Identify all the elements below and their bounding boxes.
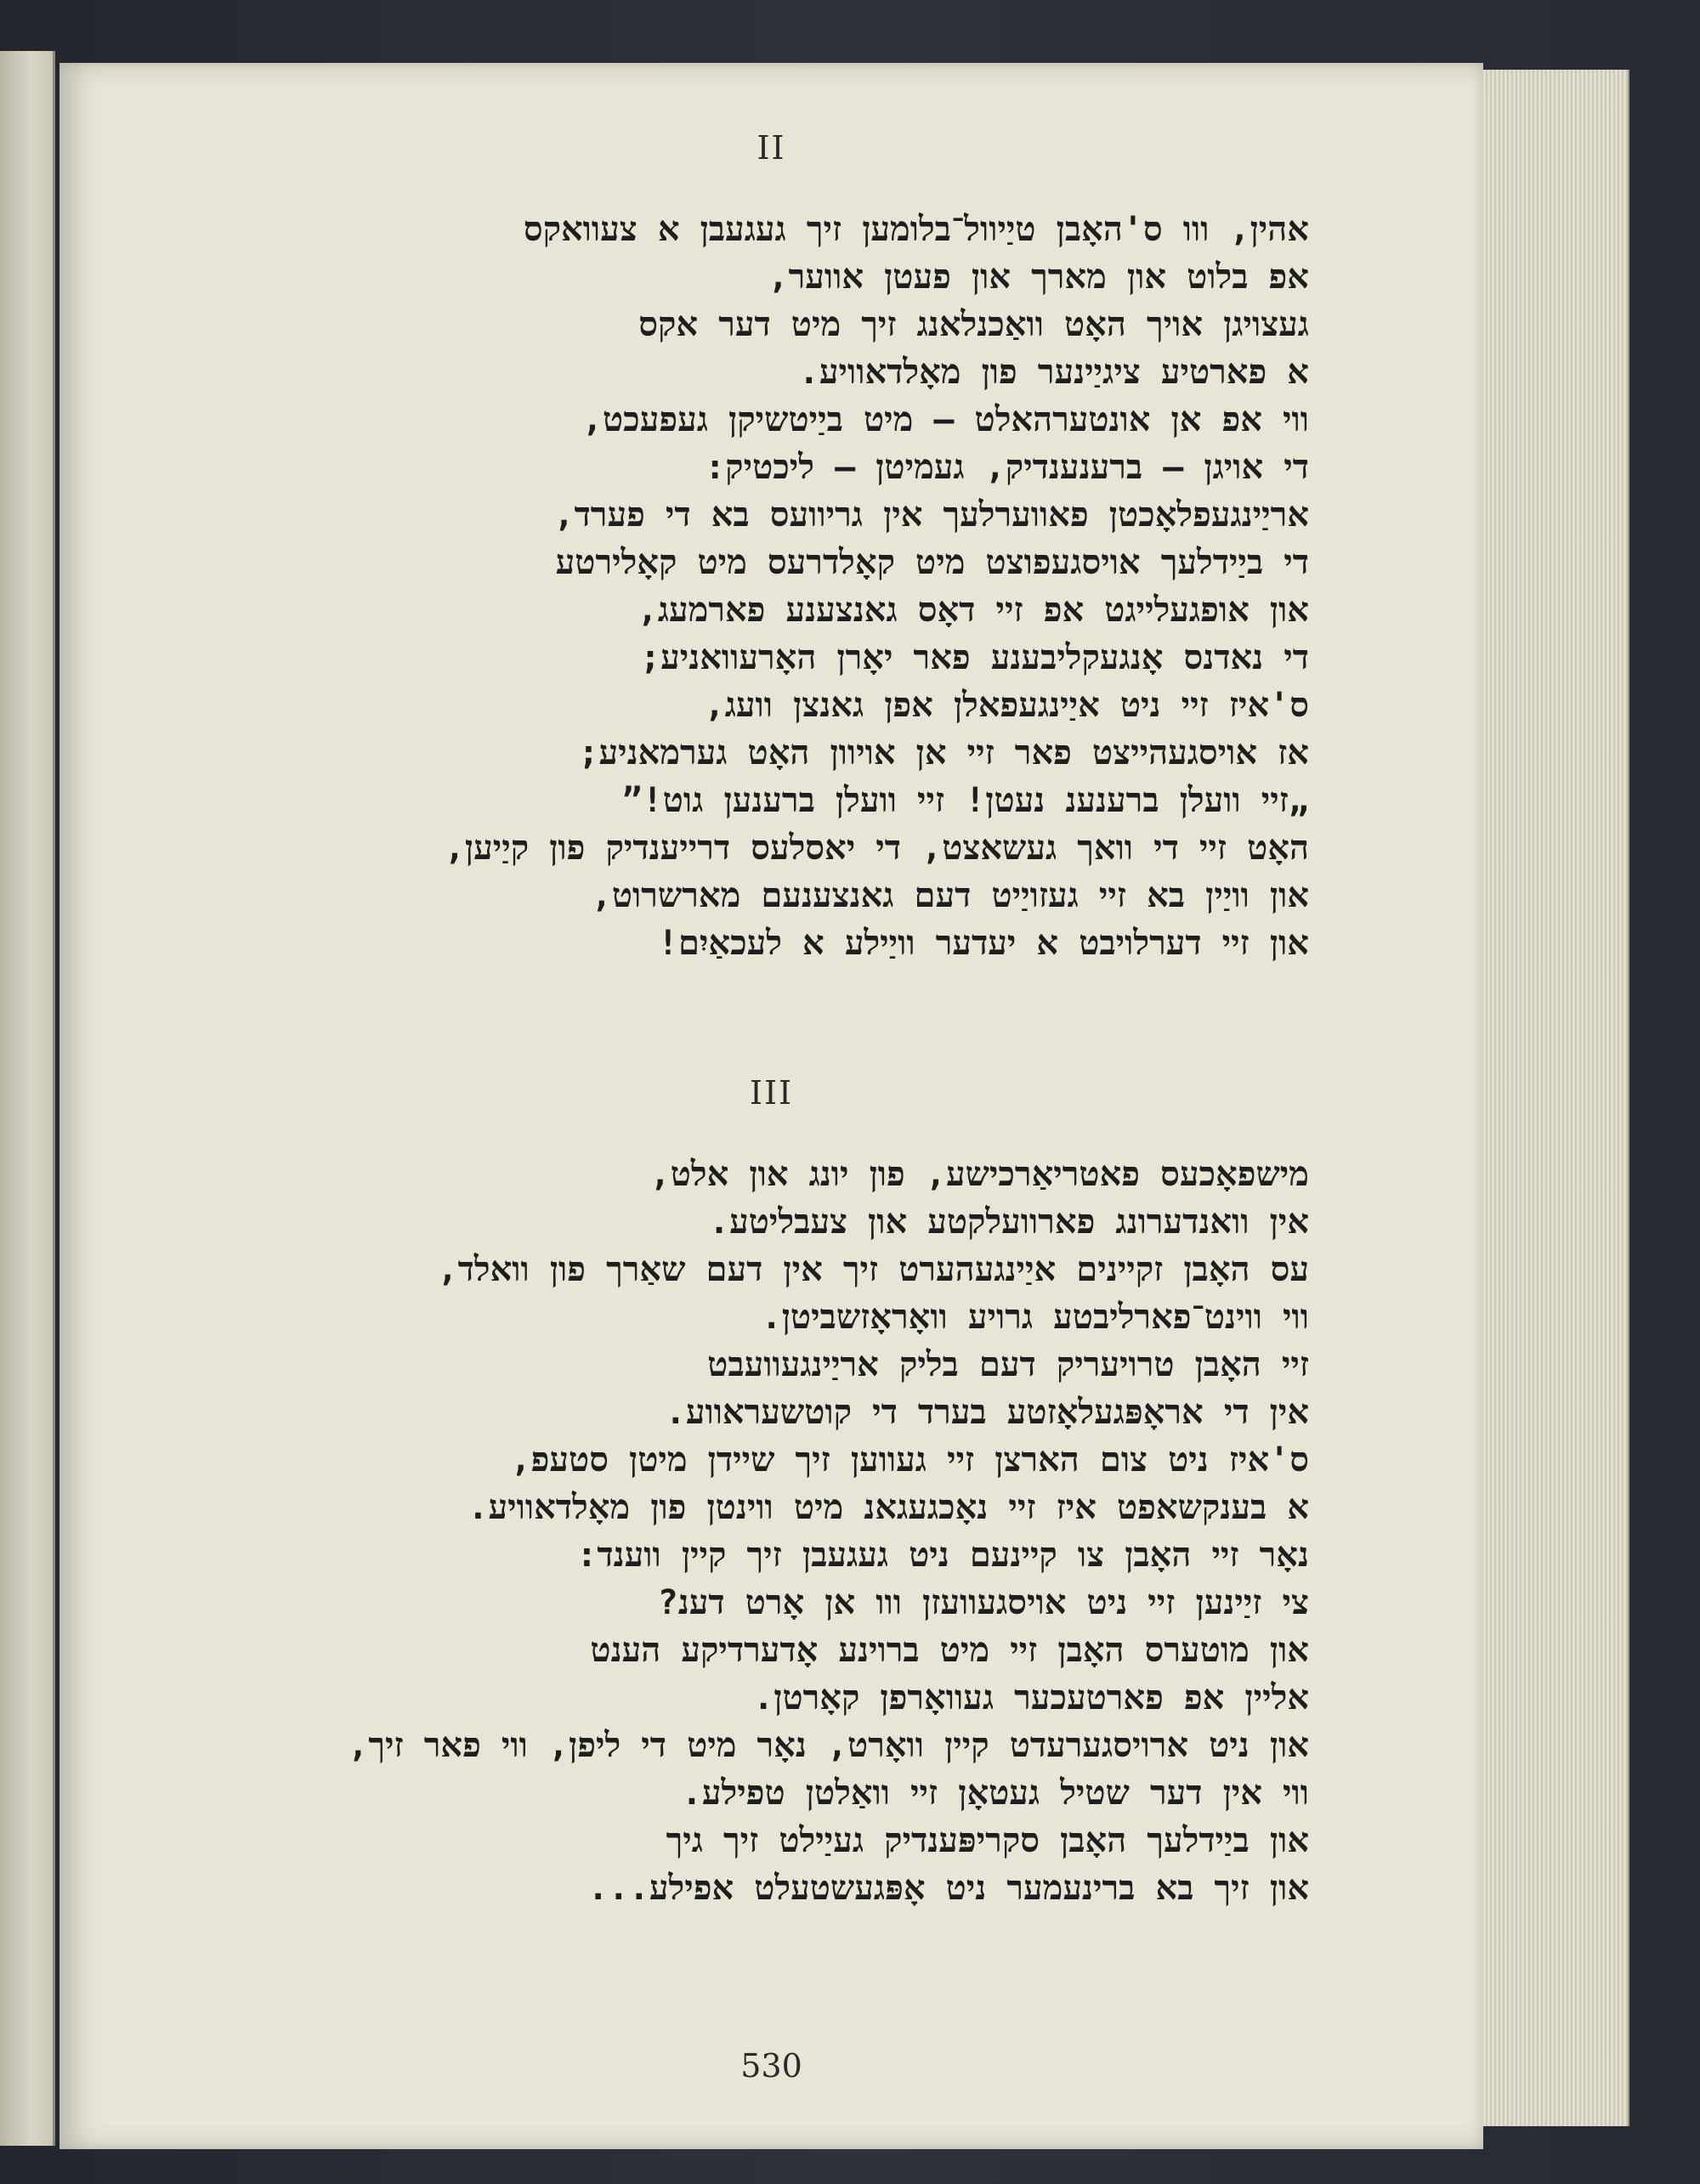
- poem-line: ס'איז ניט צום הארצן זיי געווען זיך שיידן מיטן סטעפ,: [510, 1440, 1309, 1480]
- poem-line: ווי ווינט־פארליבטע גרויע וואָראָזשביטן.: [761, 1298, 1309, 1337]
- poem-line: זיי האָבן טרויעריק דעם בליק אריַינגעוועבט: [707, 1345, 1309, 1384]
- poem-line: און ניט ארויסגערעדט קיין וואָרט, נאָר מיט די ליפן, ווי פאר זיך,: [348, 1726, 1309, 1765]
- poem-line: אהין, ווו ס'האָבן טיַיוול־בלומען זיך געגעבן א צעוואקס: [523, 210, 1309, 249]
- poem-line: אליין אפ פארטעכער געוואָרפן קאָרטן.: [753, 1678, 1309, 1717]
- poem-line: „זיי וועלן ברענענ נעטן! זיי וועלן ברענען גוט!”: [621, 781, 1309, 820]
- poem-line: מישפאָכעס פאטריאַרכישע, פון יונג און אלט,: [649, 1155, 1309, 1194]
- left-page-edge: [0, 51, 55, 2146]
- poem-line: און וויַין בא זיי געזויַיט דעם גאנצענעם מארשרוט,: [591, 876, 1309, 915]
- poem-line: האָט זיי די וואך געשאצט, די יאסלעס דרייענדיק פון קיַיען,: [444, 829, 1309, 868]
- poem-line: אריַינגעפלאָכטן פאווערלעך אין גריוועס בא די פערד,: [553, 495, 1309, 535]
- poem-section-2: [187, 206, 1309, 967]
- poem-line: אפ בלוט און מארך און פעטן אווער,: [768, 257, 1309, 297]
- page-number: 530: [740, 2047, 802, 2085]
- poem-line: א בענקשאפט איז זיי נאָכגעגאנ מיט ווינטן פון מאָלדאוויע.: [468, 1488, 1309, 1527]
- poem-line: און מוטערס האָבן זיי מיט ברוינע אָדערדיקע הענט: [590, 1631, 1309, 1670]
- poem-line: און זיי דערלויבט א יעדער וויַילע א לעכאַיִם!: [657, 924, 1309, 963]
- poem-line: די נאדנס אָנגעקליבענע פאר יאָרן האָרעוואניע;: [640, 638, 1309, 677]
- poem-line: די ביַידלעך אויסגעפוצט מיט קאָלדרעס מיט קאָלירטע: [555, 543, 1309, 582]
- page-edges: [1483, 70, 1629, 2126]
- poem-line: און זיך בא ברינעמער ניט אָפּגעשטעלט אפילע...: [587, 1869, 1309, 1908]
- poem-line: אז אויסגעהייצט פאר זיי אן אויוון האָט גערמאניע;: [578, 733, 1309, 772]
- poem-line: און ביַידלעך האָבן סקריפּענדיק געיַילט זיך גיך: [666, 1821, 1309, 1860]
- poem-line: די אויגן — ברענענדיק, געמיטן — ליכטיק:: [705, 448, 1309, 487]
- poem-line: ווי אין דער שטיל געטאָן זיי וואַלטן טפילע.: [681, 1774, 1309, 1813]
- poem-line: אין וואנדערונג פארוועלקטע און צעבליטע.: [709, 1202, 1309, 1242]
- section-number-2: II: [756, 129, 786, 167]
- book-page: [60, 63, 1483, 2149]
- poem-section-3: [187, 1151, 1309, 1912]
- poem-line: צי זיַינען זיי ניט אויסגעוועזן ווו אן אָרט דענ?: [657, 1583, 1309, 1622]
- poem-line: נאָר זיי האָבן צו קיינעם ניט געגעבן זיך קיין ווענד:: [576, 1536, 1309, 1575]
- poem-line: געצויגן אויך האָט וואַכנלאנג זיך מיט דער אקס: [638, 305, 1309, 344]
- poem-line: ס'איז זיי ניט איַינגעפאלן אפן גאנצן וועג,: [704, 686, 1309, 725]
- section-number-3: III: [749, 1074, 794, 1112]
- poem-line: אין די אראָפּגעלאָזטע בערד די קוטשעראווע.: [665, 1393, 1309, 1432]
- poem-line: עס האָבן זקיינים איַינגעהערט זיך אין דעם שאַרך פון וואלד,: [437, 1250, 1309, 1289]
- poem-line: א פארטיע ציגיַינער פון מאָלדאוויע.: [798, 353, 1309, 392]
- poem-line: ווי אפ אן אונטערהאלט — מיט ביַיטשיקן געפעכט,: [581, 400, 1309, 439]
- poem-line: און אופגעלייגט אפ זיי דאָס גאנצענע פארמעג,: [637, 591, 1309, 630]
